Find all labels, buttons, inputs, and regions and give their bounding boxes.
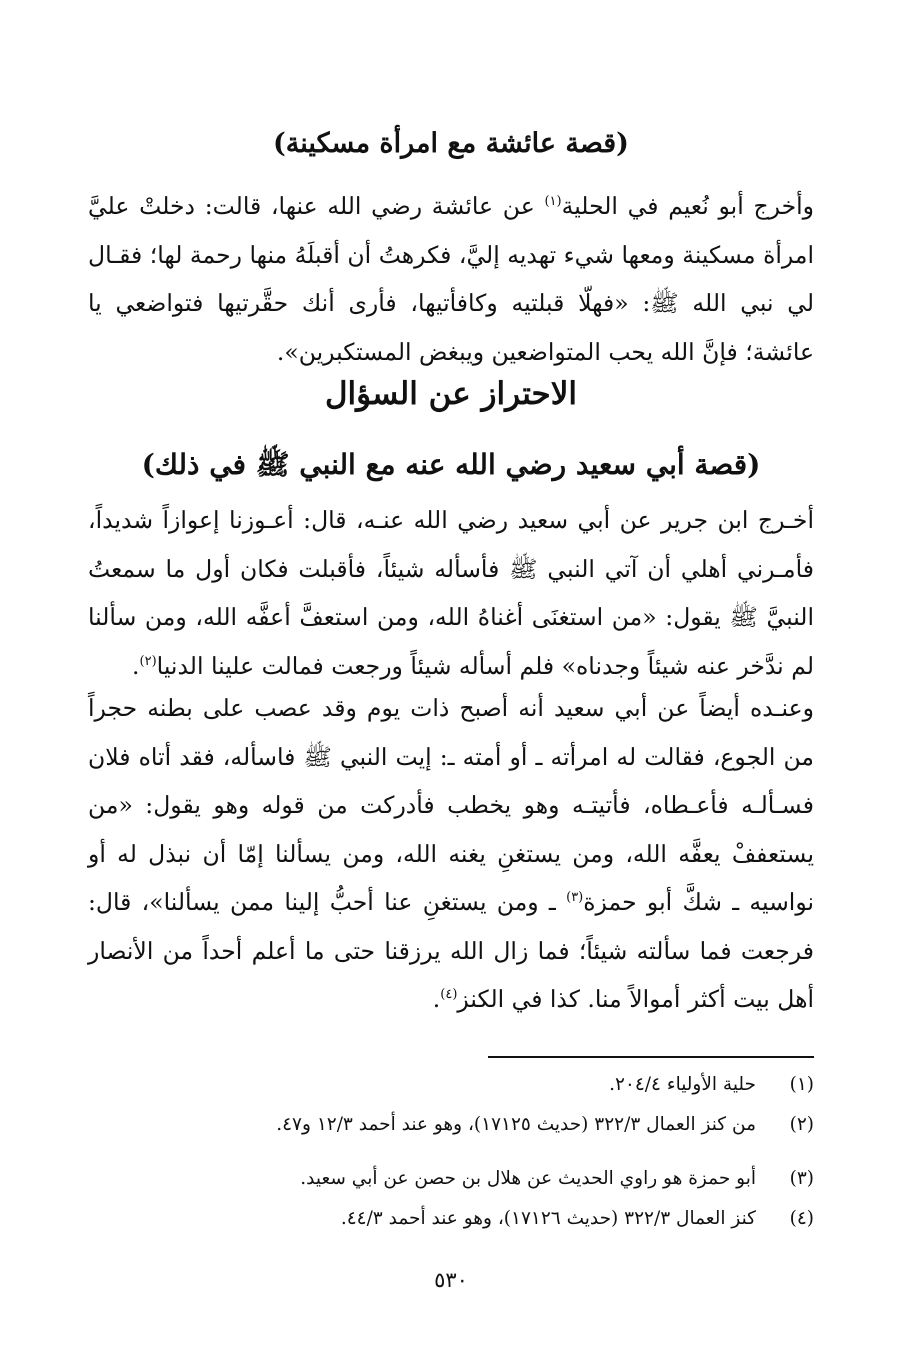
paragraph-abu-said-hunger [88, 684, 814, 1024]
footnote-ref-1[interactable]: (١) [544, 194, 562, 210]
paragraph-ibn-jarir [88, 496, 814, 690]
footnote-number: (١) [789, 1074, 814, 1095]
page-number: ٥٣٠ [434, 1268, 468, 1292]
book-page [88, 0, 814, 1366]
footnote-text: كنز العمال ٣٢٢/٣ (حديث ١٧١٢٦)، وهو عند أحمد ٤٤/٣. [340, 1208, 756, 1229]
paragraph-text: وعنـده أيضاً عن أبي سعيد أنه أصبح ذات يوم وقد عصب على بطنه حجراً من الجوع، فقالت له امرأته ـ أو أمته ـ: إيت النبي ﷺ فاسأله، فقد أتاه فلان فسـألـه فأعـطاه، فأتيتـه وهو يخطب فأدركت من قوله وهو يقول: «من يستعففْ يعفَّه الله، ومن يستغنِ يغنه الله، ومن يسألنا إمّا أن نبذل له أو نواسيه ـ شكَّ أبو حمزة [88, 694, 814, 916]
footnote-text: أبو حمزة هو راوي الحديث عن هلال بن حصن عن أبي سعيد. [300, 1168, 756, 1189]
paragraph-text: وأخرج أبو نُعيم في الحلية [561, 192, 815, 220]
footnote-item [88, 1168, 814, 1208]
footnote-ref-2[interactable]: (٢) [139, 653, 157, 669]
paragraph-text: أخـرج ابن جرير عن أبي سعيد رضي الله عنـه، قال: أعـوزنا إعوازاً شديداً، فأمـرني أهلي أن آتي النبي ﷺ فأسأله شيئاً، فأقبلت فكان أول ما سمعتُ النبيَّ ﷺ يقول: «من استغنَى أغناهُ الله، ومن استعفَّ أعفَّه الله، ومن سألنا لم ندَّخر عنه شيئاً وجدناه» فلم أسأله شيئاً ورجعت فمالت علينا الدنيا [88, 506, 814, 680]
footnote-item [88, 1208, 814, 1248]
footnote-text: من كنز العمال ٣٢٢/٣ (حديث ١٧١٢٥)، وهو عند أحمد ١٢/٣ و٤٧. [276, 1114, 756, 1135]
footnote-ref-4[interactable]: (٤) [440, 987, 458, 1003]
paragraph-aisha-story [88, 182, 814, 376]
paragraph-text: . [432, 985, 441, 1013]
footnote-ref-3[interactable]: (٣) [566, 890, 584, 906]
story-heading-aisha: (قصة عائشة مع امرأة مسكينة) [273, 128, 629, 159]
paragraph-text: . [132, 651, 140, 680]
story-heading-abu-said: (قصة أبي سعيد رضي الله عنه مع النبي ﷺ في ذلك) [141, 448, 761, 481]
footnote-item [88, 1074, 814, 1114]
section-heading: الاحتراز عن السؤال [324, 376, 578, 412]
footnote-number: (٤) [789, 1208, 814, 1229]
paragraph-text: عن عائشة رضي الله عنها، قالت: دخلتْ عليَّ امرأة مسكينة ومعها شيء تهديه إليَّ، فكرهتُ أن أقبلَهُ منها رحمة لها؛ فقـال لي نبي الله ﷺ: «فهلّا قبلتيه وكافأتيها، فأرى أنك حقَّرتيها فتواضعي يا عائشة؛ فإنَّ الله يحب المتواضعين ويبغض المستكبرين». [88, 192, 814, 366]
footnote-text: حلية الأولياء ٢٠٤/٤. [609, 1074, 756, 1095]
footnote-item [88, 1114, 814, 1154]
footnotes-list [88, 1074, 814, 1248]
footnote-number: (٢) [789, 1114, 814, 1135]
footnote-number: (٣) [789, 1168, 814, 1189]
footnote-divider [488, 1056, 814, 1058]
paragraph-text: ـ ومن يستغنِ عنا أحبُّ إلينا ممن يسألنا»، قال: فرجعت فما سألته شيئاً؛ فما زال الله يرزقنا حتى ما أعلم أحداً من الأنصار أهل بيت أكثر أموالاً منا. كذا في الكنز [88, 888, 814, 1013]
